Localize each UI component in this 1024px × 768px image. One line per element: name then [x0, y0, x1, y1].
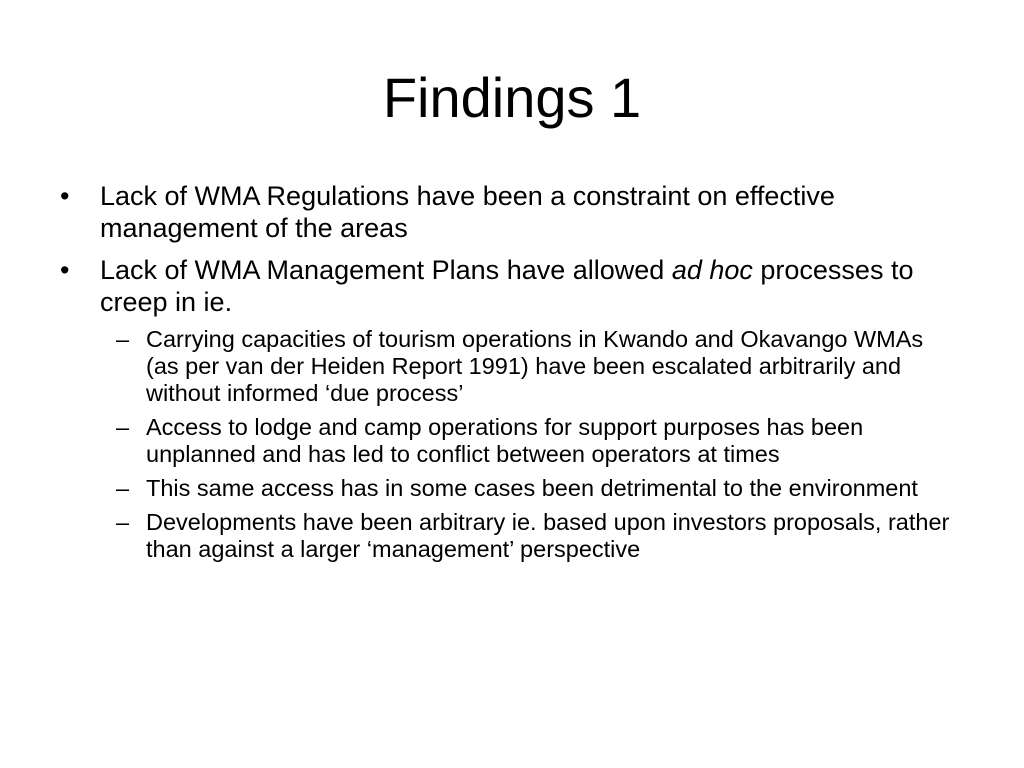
slide-body — [60, 180, 960, 573]
bullet-item — [60, 254, 960, 563]
dash-symbol: – — [116, 475, 130, 501]
sub-bullet-item — [100, 326, 960, 407]
bullet-text-start: Lack of WMA Management Plans have allowed — [100, 255, 672, 285]
sub-bullet-text: Carrying capacities of tourism operations in Kwando and Okavango WMAs (as per van der Heiden Report 1991) have been escalated arbitrarily and without informed ‘due process’ — [146, 326, 924, 406]
bullet-text-end: processes to creep in ie. — [100, 255, 914, 317]
sub-bullet-text: This same access has in some cases been detrimental to the environment — [146, 475, 918, 501]
sub-bullet-text: Access to lodge and camp operations for support purposes has been unplanned and has led to conflict between operators at times — [146, 414, 864, 467]
sub-bullet-text: Developments have been arbitrary ie. based upon investors proposals, rather than against a larger ‘management’ perspective — [146, 509, 950, 562]
bullet-item — [60, 180, 960, 244]
dash-symbol: – — [116, 414, 130, 440]
bullet-text: Lack of WMA Regulations have been a constraint on effective management of the areas — [100, 181, 835, 243]
bullet-list — [60, 180, 960, 563]
bullet-text-italic: ad hoc — [671, 255, 753, 285]
sub-bullet-item — [100, 475, 960, 502]
bullet-text — [100, 255, 913, 317]
dash-symbol: – — [116, 326, 130, 352]
slide-title: Findings 1 — [382, 66, 642, 129]
bullet-symbol: • — [60, 255, 70, 285]
bullet-symbol: • — [60, 181, 70, 211]
sub-bullet-list — [100, 326, 960, 563]
sub-bullet-item — [100, 509, 960, 563]
sub-bullet-item — [100, 414, 960, 468]
dash-symbol: – — [116, 509, 130, 535]
